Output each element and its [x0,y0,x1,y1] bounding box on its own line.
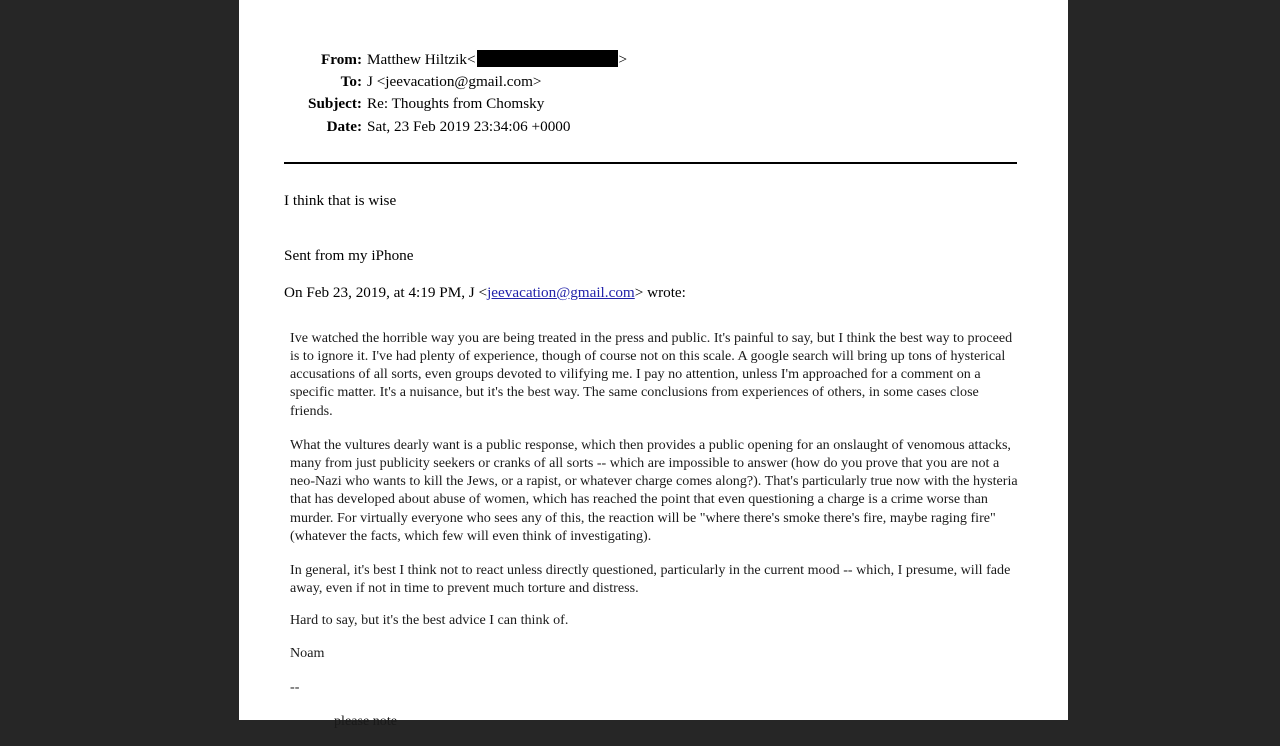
sender-email-link[interactable]: jeevacation@gmail.com [487,283,635,301]
from-bracket-close: > [618,51,628,68]
signature-trailing-note: please note [334,713,398,730]
header-row-to [284,71,627,93]
from-value [367,49,627,71]
header-row-subject [284,93,627,115]
quoted-paragraph: What the vultures dearly want is a public response, which then provides a public opening for an onslaught of venomous attacks, many from just publicity seekers or cranks of all sorts -- which are impossible to answer (how do you prove that you are not a neo-Nazi who wants to kill the Jews, or a rapist, or whatever charge comes along?). That's particularly true now with the hysteria that has developed about abuse of women, which has reached the point that even questioning a charge is a crime worse than murder. For virtually everyone who sees any of this, the reaction will be "where there's smoke there's fire, maybe raging fire" (whatever the facts, which few will even think of investigating). [290,436,1018,544]
reply-text: I think that is wise [284,191,397,209]
email-header [284,49,627,138]
subject-value: Re: Thoughts from Chomsky [367,95,545,113]
to-label: To: [340,73,362,91]
subject-label: Subject: [308,95,362,113]
date-label: Date: [326,117,362,135]
quote-attribution-suffix: > wrote: [634,283,686,301]
quoted-paragraph: In general, it's best I think not to react unless directly questioned, particularly in the current mood -- which, I presume, will fade away, even if not in time to prevent much torture and distress. [290,562,1011,597]
from-bracket-open: < [466,51,476,68]
document-page [239,0,1068,730]
quote-attribution-prefix: On Feb 23, 2019, at 4:19 PM, J < [284,283,488,301]
quoted-message-block [290,329,1021,730]
header-separator-rule [284,162,1017,164]
mobile-signature: Sent from my iPhone [284,246,414,264]
signature-separator: -- [290,678,300,695]
document-content [284,0,1023,746]
header-row-date [284,116,627,138]
to-value: J <jeevacation@gmail.com> [367,73,542,91]
redacted-email-bar [477,50,618,67]
quoted-sign-off: Noam [290,644,325,661]
quoted-paragraph: Ive watched the horrible way you are being treated in the press and public. It's painful to say, but I think the best way to proceed is to ignore it. I've had plenty of experience, though of course not on this scale. A google search will bring up tons of hysterical accusations of all sorts, even groups devoted to vilifying me. I pay no attention, unless I'm approached for a comment on a specific matter. It's a nuisance, but it's the best way. The same conclusions from experiences of others, in some cases close friends. [290,329,1013,419]
from-sender-name: Matthew Hiltzik [367,51,467,68]
from-label: From: [320,51,362,68]
header-row-from [284,49,627,71]
quoted-paragraph: Hard to say, but it's the best advice I can think of. [290,612,569,629]
date-value: Sat, 23 Feb 2019 23:34:06 +0000 [367,117,571,135]
quote-attribution-line [284,284,1023,302]
